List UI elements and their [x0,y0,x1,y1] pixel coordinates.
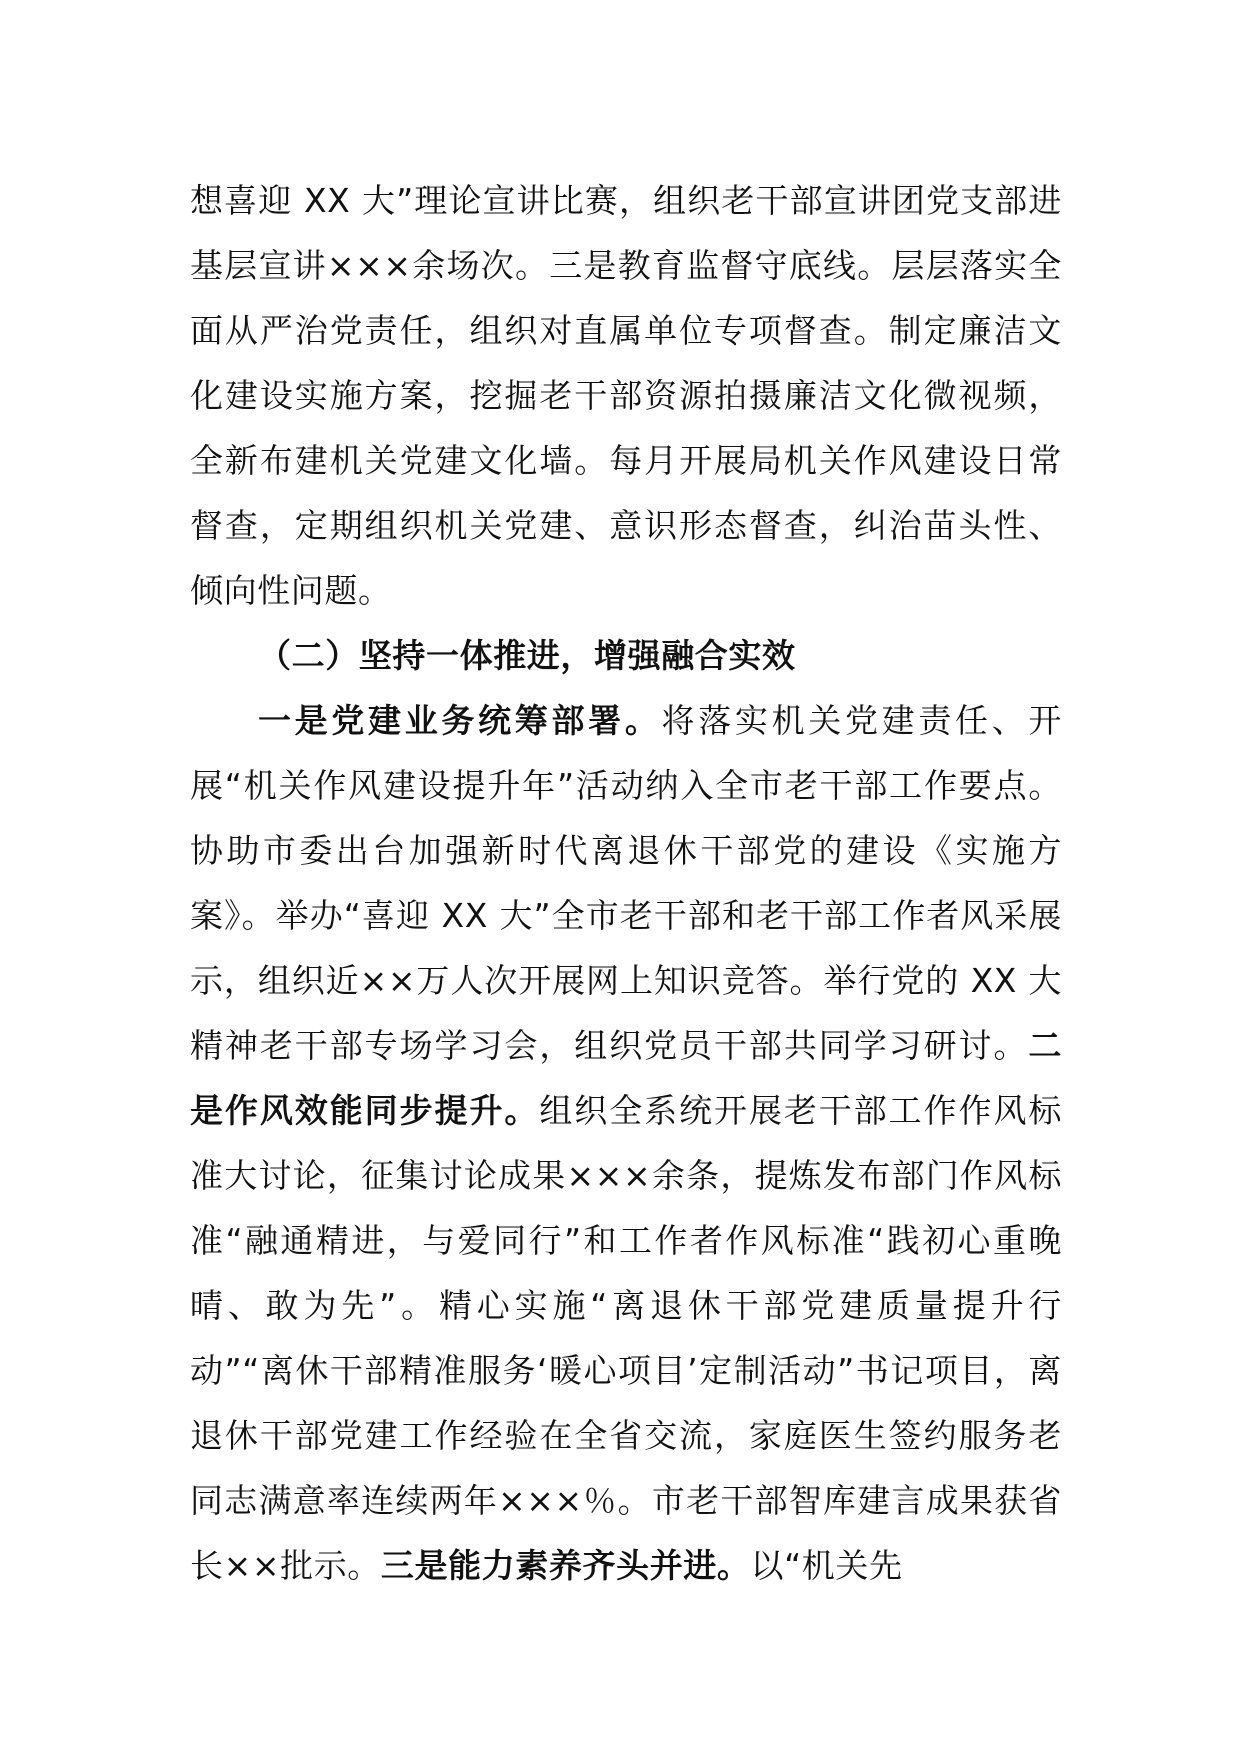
paragraph-section-two [190,688,1062,1598]
paragraph-text-three: 以“机关先 [750,1546,903,1585]
lead-sentence-three: 三是能力素养齐头并进。 [380,1546,751,1585]
paragraph-text-two: 组织全系统开展老干部工作作风标准大讨论，征集讨论成果×××余条，提炼发布部门作风标准“融通精进，与爱同行”和工作者作风标准“践初心重晚晴、敢为先”。精心实施“离退休干部党建质量提升行动”“离休干部精准服务‘暖心项目’定制活动”书记项目，离退休干部党建工作经验在全省交流，家庭医生签约服务老同志满意率连续两年×××％。市老干部智库建言成果获省长××批示。 [190,1091,1063,1585]
document-body [190,168,1062,1598]
lead-sentence-one: 一是党建业务统筹部署。 [258,701,662,740]
paragraph-text-one: 将落实机关党建责任、开展“机关作风建设提升年”活动纳入全市老干部工作要点。协助市委出台加强新时代离退休干部党的建设《实施方案》。举办“喜迎 XX 大”全市老干部和老干部工作者风采展示，组织近××万人次开展网上知识竞答。举行党的 XX 大精神老干部专场学习会，组织党员干部共同学习研讨。 [190,701,1062,1065]
paragraph-continued: 想喜迎 XX 大”理论宣讲比赛，组织老干部宣讲团党支部进基层宣讲×××余场次。三是教育监督守底线。层层落实全面从严治党责任，组织对直属单位专项督查。制定廉洁文化建设实施方案，挖掘老干部资源拍摄廉洁文化微视频，全新布建机关党建文化墙。每月开展局机关作风建设日常督查，定期组织机关党建、意识形态督查，纠治苗头性、倾向性问题。 [190,181,1062,610]
section-heading: （二）坚持一体推进，增强融合实效 [258,636,796,675]
lead-sentence-two: 二是作风效能同步提升。 [190,1026,1062,1130]
